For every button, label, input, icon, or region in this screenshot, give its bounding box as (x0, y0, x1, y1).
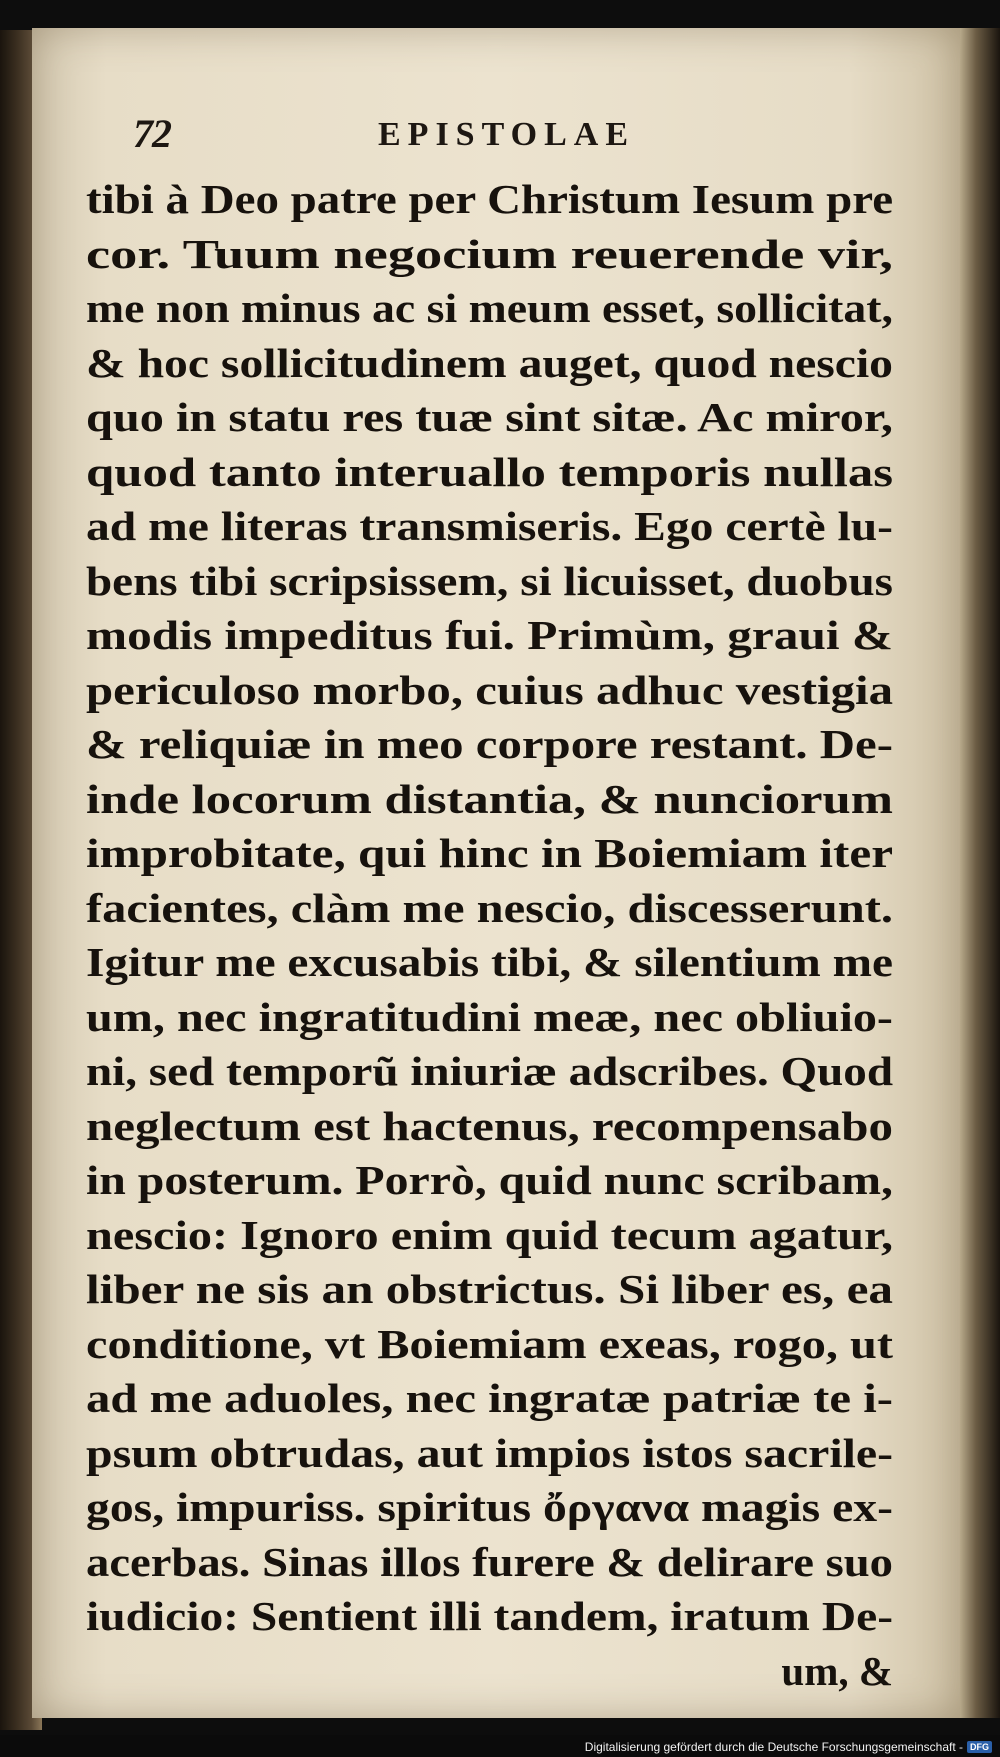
dfg-logo-icon: DFG (967, 1741, 992, 1753)
text-line: me non minus ac si meum esset, sollicitat, (86, 285, 893, 331)
page-header (133, 110, 893, 160)
text-line: bens tibi scripsissem, si licuisset, duobus (86, 557, 894, 604)
text-line: psum obtrudas, aut impios istos sacrile- (86, 1429, 893, 1476)
page-number: 72 (133, 111, 171, 156)
text-line: ad me aduoles, nec ingratæ patriæ te i- (86, 1375, 893, 1421)
text-line: quo in statu res tuæ sint sitæ. Ac miror, (86, 394, 893, 440)
text-line: conditione, vt Boiemiam exeas, rogo, ut (86, 1320, 894, 1367)
text-line: modis impeditus fui. Primùm, graui & (86, 612, 894, 658)
text-line-catchword: um, & (781, 1647, 893, 1694)
text-line: nescio: Ignoro enim quid tecum agatur, (86, 1211, 894, 1258)
text-line: um, nec ingratitudini meæ, nec obliuio- (86, 993, 893, 1040)
credit-text: Digitalisierung gefördert durch die Deutsche Forschungsgemeinschaft - (584, 1740, 963, 1754)
text-line: neglectum est hactenus, recompensabo (86, 1102, 893, 1149)
text-line: periculoso morbo, cuius adhuc vestigia (86, 666, 893, 713)
text-line: & reliquiæ in meo corpore restant. De- (86, 721, 894, 767)
text-line: acerbas. Sinas illos furere & delirare suo (86, 1538, 893, 1585)
running-title: EPISTOLAE (378, 116, 636, 153)
body-text (86, 172, 893, 1698)
digitization-credit (585, 1740, 992, 1754)
text-line: improbitate, qui hinc in Boiemiam iter (86, 830, 894, 876)
text-line: Igitur me excusabis tibi, & silentium me (86, 939, 893, 985)
text-line: in posterum. Porrò, quid nunc scribam, (86, 1157, 893, 1203)
text-line: ni, sed temporũ iniuriæ adscribes. Quod (86, 1048, 894, 1094)
text-line: facientes, clàm me nescio, discesserunt. (86, 884, 893, 931)
text-line: liber ne sis an obstrictus. Si liber es, ea (86, 1266, 894, 1312)
text-line: gos, impuriss. spiritus ὄργανα magis ex- (86, 1484, 893, 1530)
text-line: iudicio: Sentient illi tandem, iratum De- (86, 1593, 894, 1639)
text-line: ad me literas transmiseris. Ego certè lu- (86, 503, 893, 549)
page-edge-shadow (960, 28, 1000, 1718)
text-line: cor. Tuum negocium reuerende vir, (86, 230, 893, 277)
text-line: tibi à Deo patre per Christum Iesum pre (86, 176, 894, 222)
text-line: inde locorum distantia, & nunciorum (86, 775, 893, 822)
text-line: quod tanto interuallo temporis nullas (86, 448, 894, 495)
text-line: & hoc sollicitudinem auget, quod nescio (86, 339, 893, 386)
